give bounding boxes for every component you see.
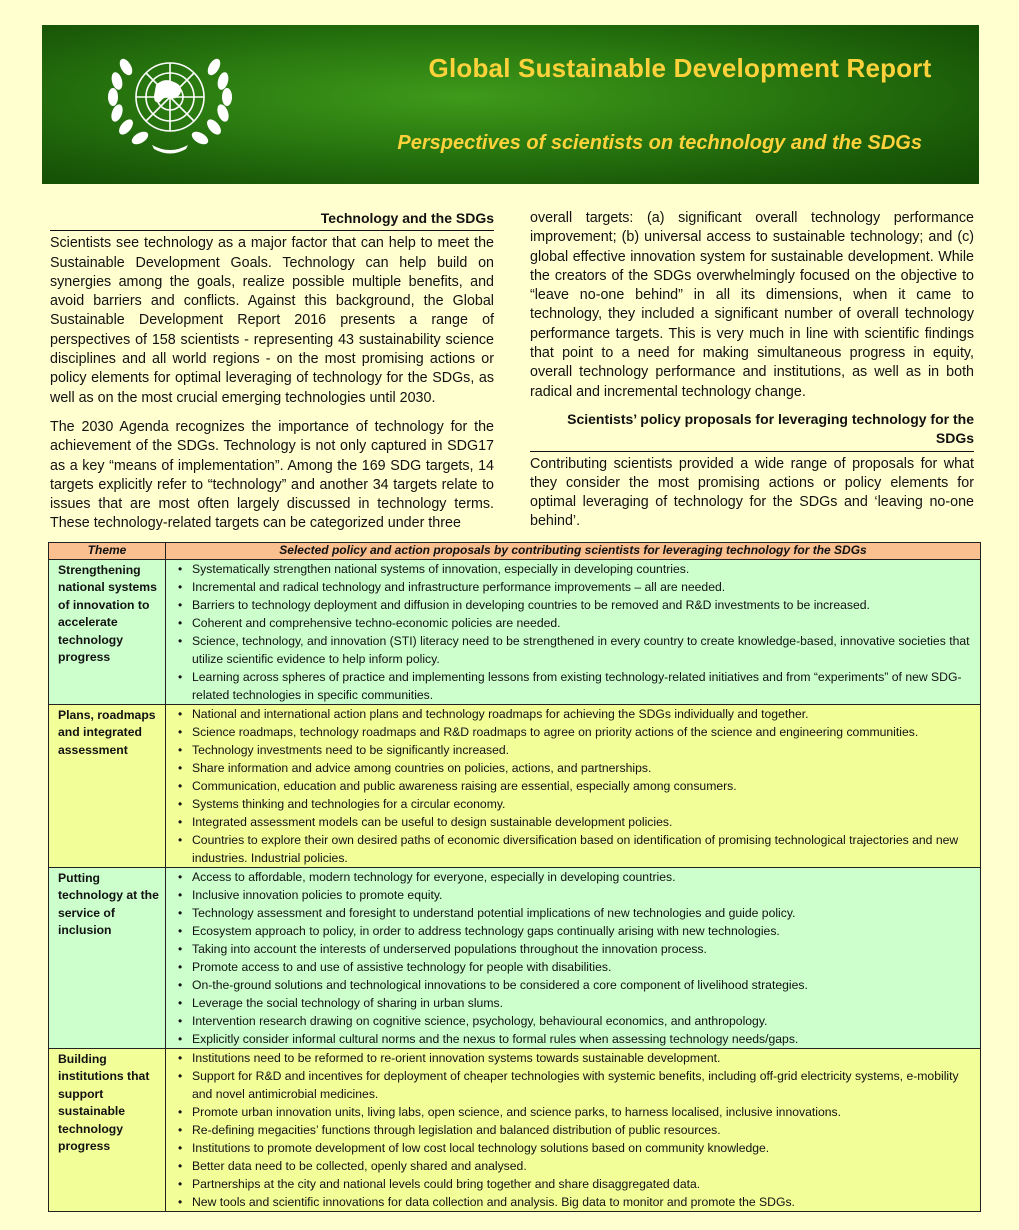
list-item: • New tools and scientific innovations for data collection and analysis. Big data to monitor and promote the SDGs. [192,1193,976,1211]
report-banner [42,25,979,184]
list-item: • On-the-ground solutions and technological innovations to be considered a core component of livelihood strategies. [192,976,976,994]
list-item: • Institutions need to be reformed to re-orient innovation systems towards sustainable development. [192,1049,976,1067]
table-row [49,868,981,1049]
un-emblem-icon [90,45,250,161]
list-item: • Share information and advice among countries on policies, actions, and partnerships. [192,759,976,777]
proposals-table [48,542,981,1212]
table-row [49,1049,981,1212]
list-item: • Integrated assessment models can be useful to design sustainable development policies. [192,813,976,831]
list-item: • Institutions to promote development of low cost local technology solutions based on community knowledge. [192,1139,976,1157]
targets-paragraph: overall targets: (a) significant overall technology performance improvement; (b) universal access to sustainable technology; and (c) global effective innovation system for sustainable development. While the creators of the SDGs overwhelmingly focused on the objective to “leave no-one behind” in all its dimensions, when it came to technology, they included a significant number of overall technology performance targets. This is very much in line with scientific findings that point to a need for making simultaneous progress in equity, overall technology performance and institutions, as well as in both radical and incremental technology change. [530,210,974,400]
list-item: • Science roadmaps, technology roadmaps and R&D roadmaps to agree on priority actions of the science and engineering communities. [192,723,976,741]
list-item: • Systematically strengthen national systems of innovation, especially in developing countries. [192,560,976,578]
list-item: • Taking into account the interests of underserved populations throughout the innovation process. [192,940,976,958]
list-item: • Communication, education and public awareness raising are essential, especially among consumers. [192,777,976,795]
section-heading-technology-sdgs: Technology and the SDGs [50,209,494,231]
list-item: • Technology assessment and foresight to understand potential implications of new technologies and guide policy. [192,904,976,922]
theme-column-header: Theme [49,543,166,560]
theme-cell: Building institutions that support sustainable technology progress [49,1049,166,1212]
proposals-intro-paragraph: Contributing scientists provided a wide range of proposals for what they consider the most promising actions or policy elements for optimal leveraging of technology for the SDGs and ‘leaving no-one behind’. [530,455,974,530]
proposals-cell [166,705,981,868]
section-heading-policy-proposals: Scientists’ policy proposals for leveraging technology for the SDGs [530,410,974,452]
right-column [530,209,974,532]
proposals-cell [166,1049,981,1212]
proposal-list [166,560,976,704]
theme-cell: Putting technology at the service of inclusion [49,868,166,1049]
proposal-list [166,1049,976,1211]
list-item: • Technology investments need to be significantly increased. [192,741,976,759]
theme-cell: Strengthening national systems of innovation to accelerate technology progress [49,560,166,705]
list-item: • Promote urban innovation units, living labs, open science, and science parks, to harness localised, inclusive innovations. [192,1103,976,1121]
list-item: • Access to affordable, modern technology for everyone, especially in developing countries. [192,868,976,886]
list-item: • National and international action plans and technology roadmaps for achieving the SDGs individually and together. [192,705,976,723]
list-item: • Science, technology, and innovation (STI) literacy need to be strengthened in every country to create knowledge-based, innovative societies that utilize scientific evidence to help inform policy. [192,632,976,668]
proposal-list [166,868,976,1048]
list-item: • Promote access to and use of assistive technology for people with disabilities. [192,958,976,976]
list-item: • Leverage the social technology of sharing in urban slums. [192,994,976,1012]
list-item: • Re-defining megacities’ functions through legislation and balanced distribution of public resources. [192,1121,976,1139]
list-item: • Better data need to be collected, openly shared and analysed. [192,1157,976,1175]
list-item: • Countries to explore their own desired paths of economic diversification based on identification of promising technological trajectories and new industries. Industrial policies. [192,831,976,867]
list-item: • Support for R&D and incentives for deployment of cheaper technologies with systemic benefits, including off-grid electricity systems, e-mobility and novel antimicrobial medicines. [192,1067,976,1103]
list-item: • Incremental and radical technology and infrastructure performance improvements – all are needed. [192,578,976,596]
proposals-column-header: Selected policy and action proposals by contributing scientists for leveraging technology for the SDGs [166,543,981,560]
list-item: • Intervention research drawing on cognitive science, psychology, behavioural economics, and anthropology. [192,1012,976,1030]
list-item: • Learning across spheres of practice and implementing lessons from existing technology-related initiatives and from “experiments” of new SDG-related technologies in specific communities. [192,668,976,704]
table-row [49,705,981,868]
list-item: • Coherent and comprehensive techno-economic policies are needed. [192,614,976,632]
list-item: • Ecosystem approach to policy, in order to address technology gaps continually arising with new technologies. [192,922,976,940]
table-row [49,560,981,705]
proposal-list [166,705,976,867]
left-column [50,209,494,534]
list-item: • Partnerships at the city and national levels could bring together and share disaggregated data. [192,1175,976,1193]
report-subtitle: Perspectives of scientists on technology and the SDGs [397,132,922,154]
intro-paragraph: Scientists see technology as a major factor that can help to meet the Sustainable Development Goals. Technology can help build on synergies among the goals, realize possible multiple benefits, and avoid barriers and conflicts. Against this background, the Global Sustainable Development Report 2016 presents a range of perspectives of 158 scientists - representing 43 sustainability science disciplines and all world regions - on the most promising actions or policy elements for optimal leveraging of technology for the SDGs, as well as on the most crucial emerging technologies until 2030. [50,235,494,406]
list-item: • Inclusive innovation policies to promote equity. [192,886,976,904]
proposals-cell [166,868,981,1049]
list-item: • Systems thinking and technologies for a circular economy. [192,795,976,813]
list-item: • Barriers to technology deployment and diffusion in developing countries to be removed and R&D investments to be increased. [192,596,976,614]
list-item: • Explicitly consider informal cultural norms and the nexus to formal rules when assessing technology needs/gaps. [192,1030,976,1048]
report-title: Global Sustainable Development Report [428,53,932,83]
proposals-cell [166,560,981,705]
agenda-paragraph: The 2030 Agenda recognizes the importance of technology for the achievement of the SDGs. Technology is not only captured in SDG17 as a key “means of implementation”. Among the 169 SDG targets, 14 targets explicitly refer to “technology” and another 34 targets relate to issues that are most often largely discussed in technology terms. These technology-related targets can be categorized under three [50,418,494,532]
theme-cell: Plans, roadmaps and integrated assessment [49,705,166,868]
